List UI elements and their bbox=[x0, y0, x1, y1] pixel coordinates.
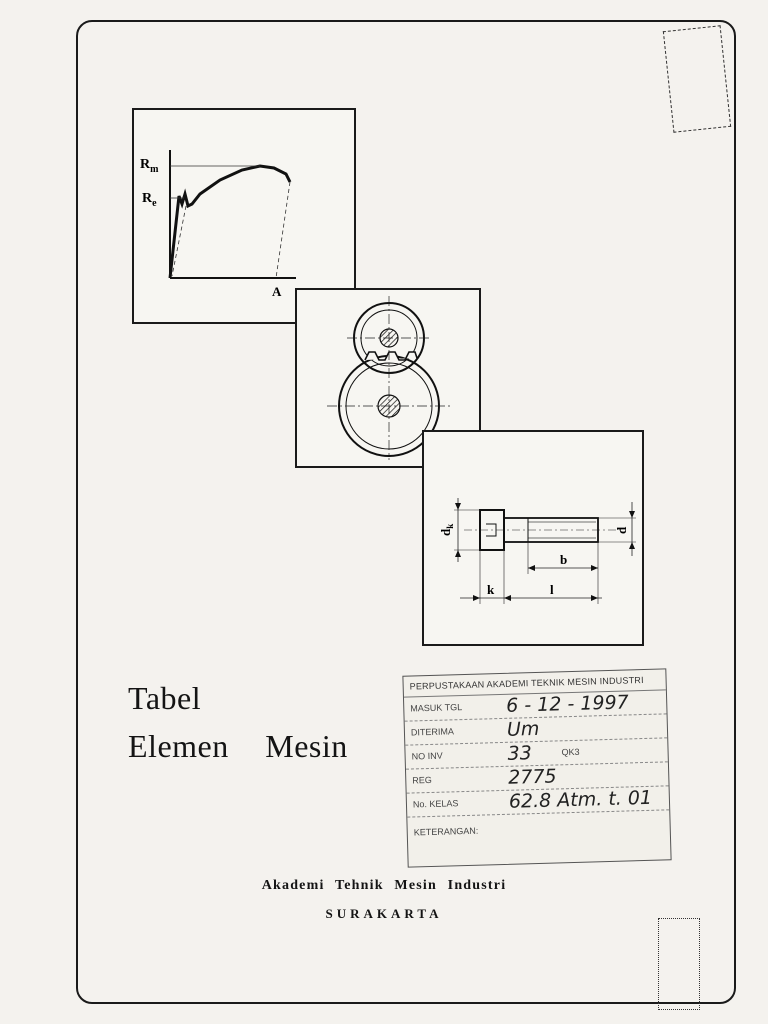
label-re: $R_e$ bbox=[142, 191, 157, 209]
stamp-header: PERPUSTAKAAN AKADEMI TEKNIK MESIN INDUSTRI bbox=[403, 669, 665, 697]
stamp-row-value: 6 - 12 - 1997 bbox=[505, 691, 630, 717]
title-line-2: Elemen Mesin bbox=[128, 728, 348, 764]
stamp-row-value: 2775 bbox=[507, 765, 557, 789]
label-l: l bbox=[550, 582, 554, 597]
stamp-footer-label: KETERANGAN: bbox=[413, 825, 479, 838]
stamp-row-extra: QK3 bbox=[561, 746, 580, 758]
label-k: k bbox=[487, 582, 495, 597]
stamp-row-label: NO INV bbox=[411, 750, 443, 762]
tag-mark-top bbox=[663, 25, 731, 133]
stamp-row-label: REG bbox=[412, 774, 432, 786]
label-b: b bbox=[560, 552, 568, 567]
label-d: d bbox=[614, 526, 629, 534]
stamp-row-label: No. KELAS bbox=[412, 798, 459, 810]
label-dk: $d_k$ bbox=[438, 523, 455, 536]
institution-city: SURAKARTA bbox=[325, 906, 443, 921]
stamp-row-value: 62.8 Atm. t. 01 bbox=[508, 786, 653, 813]
tag-mark-bottom bbox=[658, 918, 700, 1010]
label-rm: $R_m$ bbox=[140, 157, 159, 175]
stamp-footer bbox=[407, 810, 670, 847]
stamp-row-value: 33 bbox=[507, 742, 533, 765]
library-stamp bbox=[402, 668, 671, 867]
title-line-1: Tabel bbox=[128, 680, 202, 716]
bolt-diagram bbox=[422, 430, 644, 646]
stamp-row-label: MASUK TGL bbox=[410, 702, 463, 714]
label-a: A bbox=[272, 284, 282, 299]
stamp-row-label: DITERIMA bbox=[410, 726, 455, 738]
institution-name: Akademi Tehnik Mesin Industri bbox=[261, 878, 507, 893]
stamp-row-value: Um bbox=[506, 717, 540, 741]
bolt-graphic bbox=[424, 432, 642, 644]
